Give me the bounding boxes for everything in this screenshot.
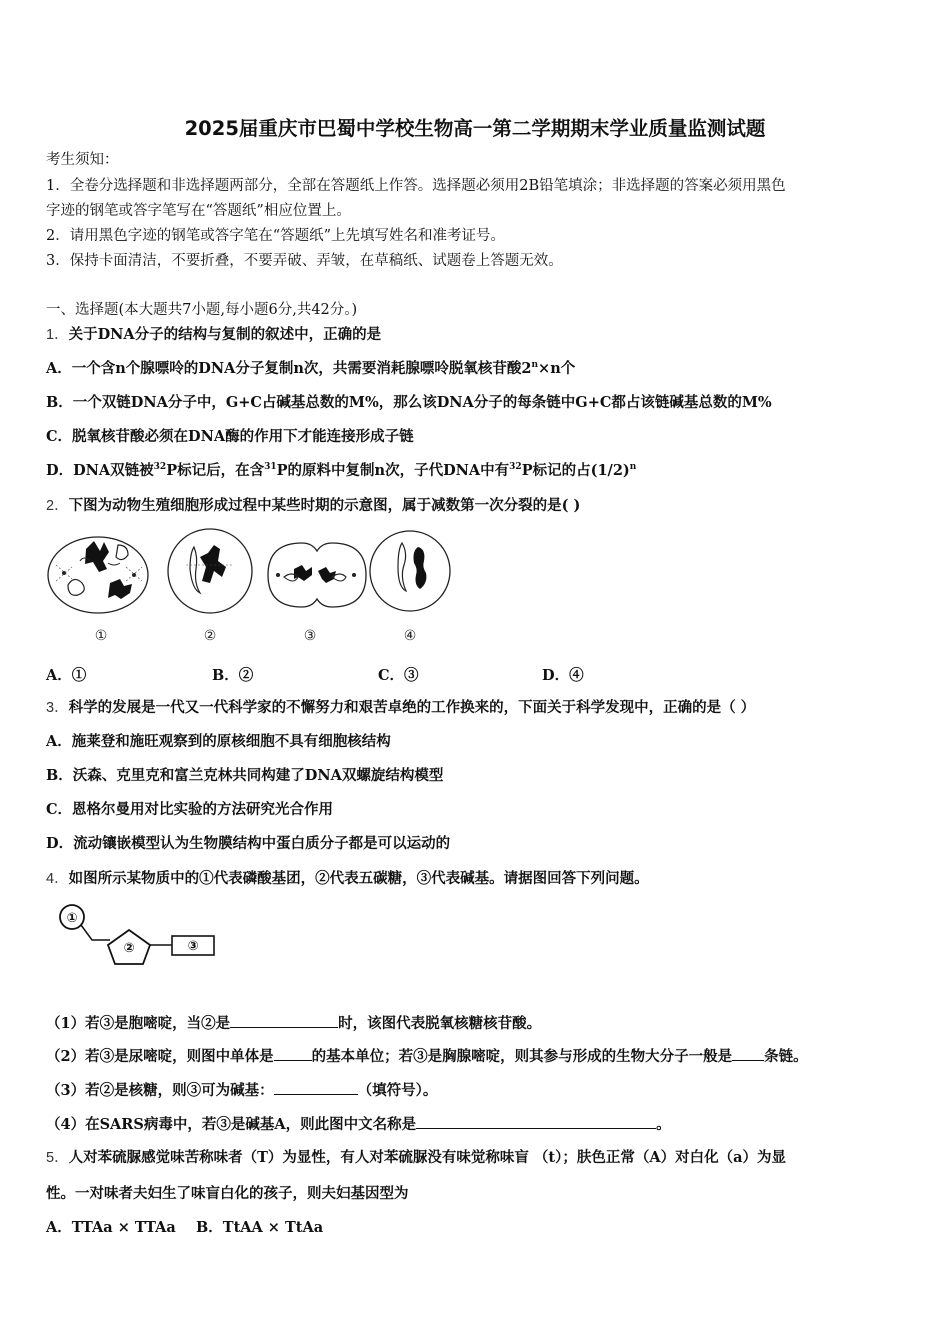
cell-2-diagram [168,529,252,613]
q1-d-p2: P标记后，在含 [166,462,265,479]
cell-1-diagram [48,537,148,613]
notice-item-1b: 字迹的钢笔或答字笔写在“答题纸”相应位置上。 [46,203,351,219]
q4-s4-blank[interactable] [416,1113,656,1129]
figure-label-1: ① [94,628,108,644]
q1-option-a [46,359,575,379]
q4-s3-b: （填符号）。 [357,1082,438,1099]
nucleotide-label-1: ① [66,911,78,926]
nucleotide-diagram [52,902,232,972]
q2-number: 2． [46,498,69,514]
q3-option-a: A．施莱登和施旺观察到的原核细胞不具有细胞核结构 [46,733,391,750]
q1-d-p4: P标记的占(1/2) [521,462,630,479]
q4-s2-b: 的基本单位；若③是胸腺嘧啶，则其参与形成的生物大分子一般是 [311,1048,733,1065]
q1-option-c: C．脱氧核苷酸必须在DNA酶的作用下才能连接形成子链 [46,428,414,445]
q4-s4-a: （4）在SARS病毒中，若③是碱基A，则此图中文名称是 [46,1116,417,1133]
q5-options: A．TTAa × TTAa B．TtAA × TtAa [46,1219,324,1236]
question-4 [46,869,649,889]
q1-d-p3: P的原料中复制n次，子代DNA中有 [276,462,510,479]
q4-sub-2 [46,1045,808,1067]
q3-option-b: B．沃森、克里克和富兰克林共同构建了DNA双螺旋结构模型 [46,767,444,784]
q3-option-c: C．恩格尔曼用对比实验的方法研究光合作用 [46,801,334,818]
notice-item-3: 3．保持卡面清洁，不要折叠，不要弄破、弄皱，在草稿纸、试题卷上答题无效。 [46,253,563,269]
q4-s1-blank[interactable] [230,1012,338,1028]
notice-heading: 考生须知： [46,152,119,168]
notice-item-1a: 1．全卷分选择题和非选择题两部分，全部在答题纸上作答。选择题必须用2B铅笔填涂；非选择题的答案必须用黑色 [46,178,786,194]
question-5 [46,1148,786,1168]
q1-number: 1． [46,327,69,343]
page-title: 2025届重庆市巴蜀中学校生物高一第二学期期末学业质量监测试题 [184,117,766,140]
figure-label-3: ③ [303,628,317,644]
q4-s3-blank[interactable] [274,1079,358,1095]
q1-a-text: A．一个含n个腺嘌呤的DNA分子复制n次，共需要消耗腺嘌呤脱氧核苷酸2 [46,360,532,377]
q3-number: 3． [46,700,69,716]
cell-3-diagram [268,543,366,607]
q1-a-post: ×n个 [538,360,576,377]
notice-item-2: 2．请用黑色字迹的钢笔或答字笔在“答题纸”上先填写姓名和准考证号。 [46,228,506,244]
q4-s2-blank-2[interactable] [732,1045,764,1061]
q4-s2-a: （2）若③是尿嘧啶，则图中单体是 [46,1048,274,1065]
q4-stem: 如图所示某物质中的①代表磷酸基团，②代表五碳糖，③代表碱基。请据图回答下列问题。 [68,870,649,887]
q1-stem: 关于DNA分子的结构与复制的叙述中，正确的是 [68,326,382,343]
q1-a-sup: n [531,360,539,371]
q4-sub-3 [46,1079,437,1101]
q3-option-d: D．流动镶嵌模型认为生物膜结构中蛋白质分子都是可以运动的 [46,835,451,852]
q2-stem: 下图为动物生殖细胞形成过程中某些时期的示意图，属于减数第一次分裂的是( ) [68,497,581,514]
q5-number: 5． [46,1150,69,1166]
nucleotide-label-3: ③ [187,939,199,954]
q1-d-sup4: n [629,462,637,473]
q2-option-a: A．① [46,667,87,684]
q1-option-d [46,461,636,481]
question-2 [46,496,580,516]
cell-4-diagram [370,531,450,611]
q2-option-d: D．④ [542,667,584,684]
figure-label-2: ② [203,628,217,644]
q1-d-sup3: 32 [509,462,522,473]
q4-s3-a: （3）若②是核糖，则③可为碱基： [46,1082,274,1099]
q4-sub-1 [46,1012,541,1034]
q4-sub-4 [46,1113,671,1135]
figure-label-4: ④ [403,628,417,644]
q3-stem: 科学的发展是一代又一代科学家的不懈努力和艰苦卓绝的工作换来的，下面关于科学发现中，正确的是（ ） [68,699,756,716]
q2-option-b: B．② [212,667,254,684]
question-1 [46,325,381,345]
q1-d-p1: D．DNA双链被 [46,462,154,479]
q5-stem-b: 性。一对味者夫妇生了味盲白化的孩子，则夫妇基因型为 [46,1185,409,1202]
q2-option-c: C．③ [378,667,419,684]
q4-s1-a: （1）若③是胞嘧啶，当②是 [46,1015,231,1032]
q1-d-sup2: 31 [264,462,277,473]
q4-s2-c: 条链。 [764,1048,808,1065]
question-3 [46,698,755,718]
q4-number: 4． [46,871,69,887]
q1-option-b: B．一个双链DNA分子中，G+C占碱基总数的M%，那么该DNA分子的每条链中G+C都占该链碱基总数的M% [46,394,772,411]
section-heading: 一、选择题(本大题共7小题,每小题6分,共42分。) [46,302,358,318]
q4-s2-blank-1[interactable] [274,1045,312,1061]
nucleotide-label-2: ② [123,941,135,956]
q4-s4-b: 。 [656,1116,671,1133]
q4-s1-b: 时，该图代表脱氧核糖核苷酸。 [338,1015,542,1032]
cell-division-figure [46,525,466,650]
q5-stem-a: 人对苯硫脲感觉味苦称味者（T）为显性，有人对苯硫脲没有味觉称味盲 （t）；肤色正常（A）对白化（a）为显 [68,1149,787,1166]
q1-d-sup1: 32 [153,462,167,473]
